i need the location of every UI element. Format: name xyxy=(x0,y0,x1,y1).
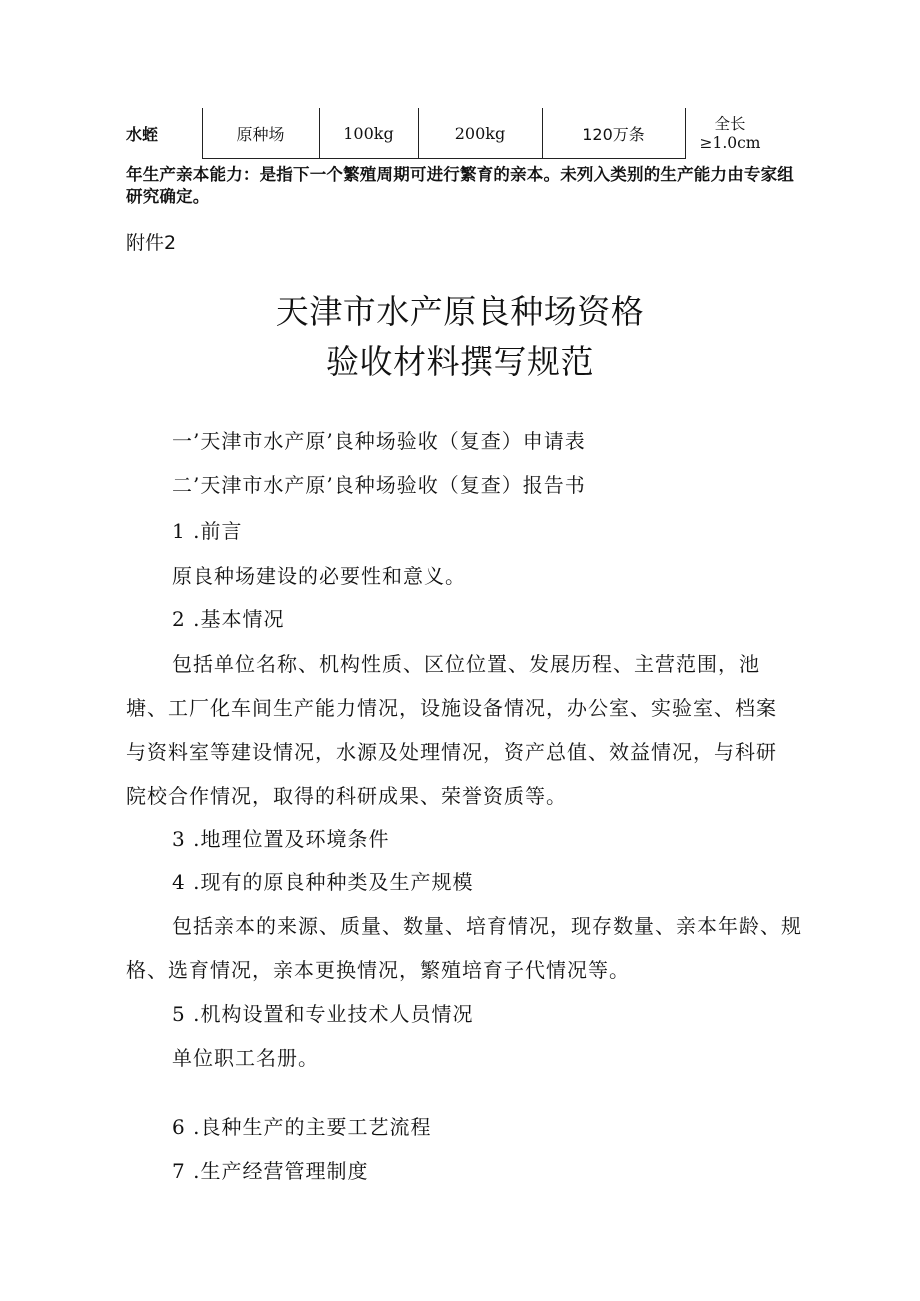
paragraph-line: 格、选育情况，亲本更换情况，繁殖培育子代情况等。 xyxy=(126,958,630,982)
note-line: 研究确定。 xyxy=(126,187,210,206)
paragraph-line: 单位职工名册。 xyxy=(172,1046,319,1070)
table-cell-spec xyxy=(685,108,775,159)
page-title: 天津市水产原良种场资格 xyxy=(275,292,645,331)
paragraph-line: 包括亲本的来源、质量、数量、培育情况，现存数量、亲本年龄、规 xyxy=(172,914,802,938)
table-cell-value: 200kg xyxy=(454,124,506,143)
attachment-label: 附件2 xyxy=(126,232,177,254)
table-cell-value: 120万条 xyxy=(582,125,645,144)
paragraph-line: 塘、工厂化车间生产能力情况，设施设备情况，办公室、实验室、档案 xyxy=(126,696,777,720)
table-note xyxy=(126,164,826,208)
paragraph-line: 与资料室等建设情况，水源及处理情况，资产总值、效益情况，与科研 xyxy=(126,740,777,764)
note-line: 年生产亲本能力：是指下一个繁殖周期可进行繁育的亲本。未列入类别的生产能力由专家组 xyxy=(126,165,794,184)
item-heading: 1 .前言 xyxy=(172,519,243,543)
paragraph-line: 院校合作情况，取得的科研成果、荣誉资质等。 xyxy=(126,784,567,808)
section-heading: 一’天津市水产原’良种场验收（复查）申请表 xyxy=(172,429,586,453)
table-cell-species: 水蛭 xyxy=(126,125,159,144)
item-heading: 2 .基本情况 xyxy=(172,607,285,631)
paragraph-line: 原良种场建设的必要性和意义。 xyxy=(172,564,466,588)
item-heading: 6 .良种生产的主要工艺流程 xyxy=(172,1115,432,1139)
spec-line: 全长 xyxy=(714,114,746,133)
spec-line: ≥1.0cm xyxy=(699,133,761,152)
item-heading: 3 .地理位置及环境条件 xyxy=(172,827,390,851)
table-cell-farm-type: 原种场 xyxy=(236,125,285,144)
section-heading: 二’天津市水产原’良种场验收（复查）报告书 xyxy=(172,473,586,497)
paragraph-line: 包括单位名称、机构性质、区位位置、发展历程、主营范围，池 xyxy=(172,652,760,676)
table-cell-value: 100kg xyxy=(343,124,394,143)
item-heading: 7 .生产经营管理制度 xyxy=(172,1159,369,1183)
page-subtitle: 验收材料撰写规范 xyxy=(326,342,594,381)
item-heading: 5 .机构设置和专业技术人员情况 xyxy=(172,1002,474,1026)
item-heading: 4 .现有的原良种种类及生产规模 xyxy=(172,870,474,894)
